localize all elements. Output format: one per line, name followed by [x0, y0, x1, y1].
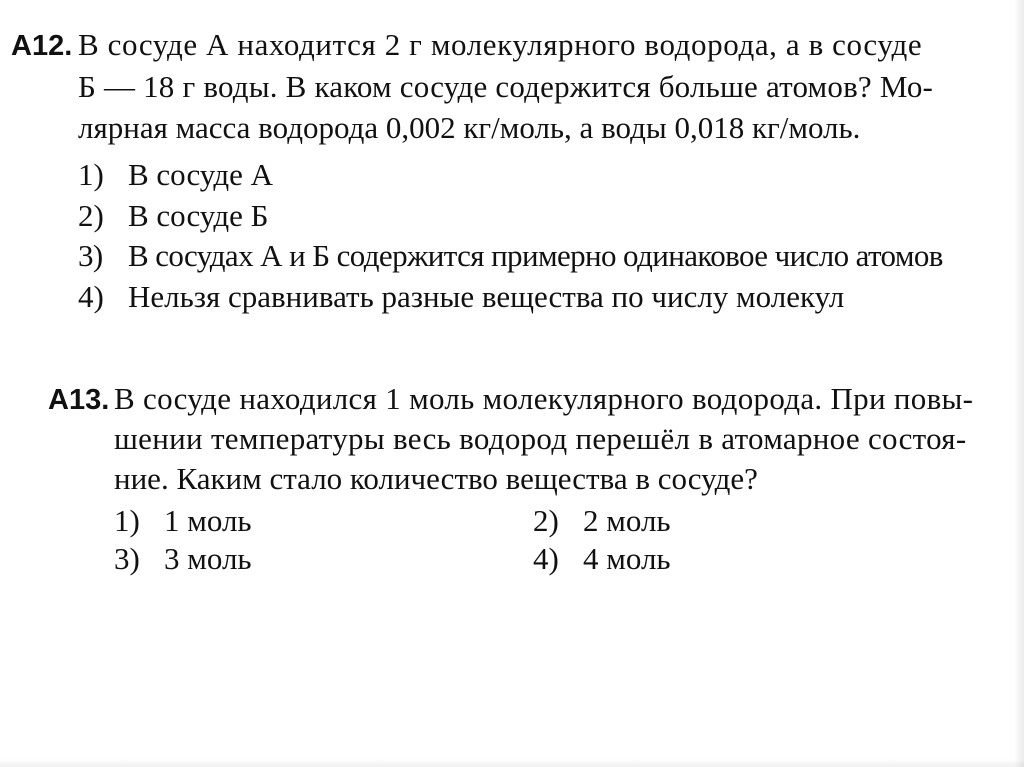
question-text-line: шении температуры весь водород перешёл в атомарное состоя- — [114, 421, 967, 456]
question-text-line: В сосуде А находится 2 г молекулярного водорода, а в сосуде — [78, 27, 923, 62]
option-number: 4) — [533, 541, 559, 576]
question-text-line: В сосуде находился 1 моль молекулярного водорода. При повы- — [114, 381, 974, 416]
question-label: A12. — [11, 30, 73, 62]
option-number: 2) — [533, 503, 559, 538]
option-number: 1) — [78, 157, 104, 192]
answer-option — [114, 541, 252, 577]
page-edge-shadow — [1014, 0, 1024, 767]
option-number: 3) — [78, 238, 103, 273]
option-text: 4 моль — [583, 541, 671, 576]
option-text: В сосуде А — [128, 157, 274, 192]
question-text-line: ние. Каким стало количество вещества в сосуде? — [114, 461, 758, 496]
option-text: 2 моль — [583, 503, 671, 538]
option-text: В сосудах А и Б содержится примерно одинаковое число атомов — [128, 238, 943, 273]
answer-option — [78, 157, 273, 193]
option-text: 1 моль — [164, 503, 252, 538]
question-label: A13. — [48, 384, 110, 416]
answer-option — [78, 238, 943, 274]
question-text-line: Б — 18 г воды. В каком сосуде содержится больше атомов? Мо- — [78, 69, 934, 104]
answer-option — [78, 279, 844, 315]
option-number: 4) — [78, 279, 104, 314]
question-text-line: лярная масса водорода 0,002 кг/моль, а воды 0,018 кг/моль. — [78, 110, 861, 145]
page-bottom-shadow — [0, 759, 1024, 767]
answer-option — [533, 541, 671, 577]
answer-option — [114, 503, 252, 539]
option-text: В сосуде Б — [128, 198, 269, 233]
answer-option — [533, 503, 671, 539]
option-number: 3) — [114, 541, 140, 576]
option-number: 1) — [114, 503, 140, 538]
option-number: 2) — [78, 198, 104, 233]
answer-option — [78, 198, 268, 234]
option-text: Нельзя сравнивать разные вещества по числу молекул — [128, 279, 845, 314]
option-text: 3 моль — [164, 541, 252, 576]
